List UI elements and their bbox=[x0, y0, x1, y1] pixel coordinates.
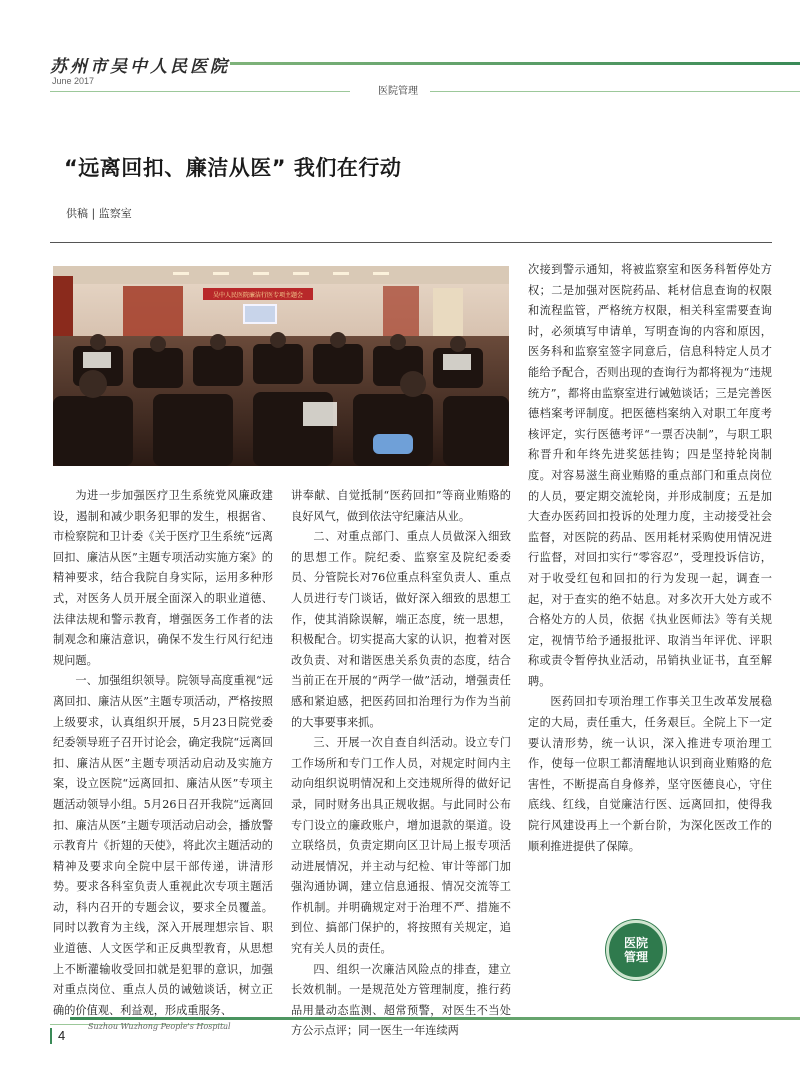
banner-text: 吴中人民医院廉洁行医专项主题会 bbox=[212, 292, 304, 299]
paragraph: 讲奉献、自觉抵制“医药回扣”等商业贿赂的良好风气，做到依法守纪廉洁从业。 bbox=[291, 489, 511, 523]
paragraph: 二、对重点部门、重点人员做深入细致的思想工作。院纪委、监察室及院纪委委员、分管院长对76位重点科室负责人、重点人员进行专门谈话，做好深入细致的思想工作，使其消除误解，端正态度，统一思想，积极配合。切实提高大家的认识，抱着对医改负责、对和谐医患关系负责的态度，结合当前正在开展的“两学一做”活动，增强责任感和紧迫感，把医药回扣治理行为作为当前的大事要事来抓。 bbox=[291, 530, 511, 729]
issue-date: June 2017 bbox=[52, 76, 95, 86]
footer-hospital-name: Suzhou Wuzhong People's Hospital bbox=[88, 1022, 231, 1031]
header-rule-left bbox=[50, 91, 350, 92]
article-byline: 供稿 | 监察室 bbox=[66, 207, 132, 220]
text-column-3 bbox=[528, 260, 772, 857]
section-label: 医院管理 bbox=[378, 86, 418, 97]
paragraph: 四、组织一次廉洁风险点的排查，建立长效机制。一是规范处方管理制度，推行药品用量动态监测、超常预警，对医生不当处方公示点评；同一医生一年连续两 bbox=[291, 962, 511, 1038]
text-column-1 bbox=[53, 486, 273, 1021]
paragraph: 三、开展一次自查自纠活动。设立专门工作场所和专门工作人员，对规定时间内主动向组织说明情况和上交违规所得的做好记录，同时财务出具正规收据。与此同时公布专门设立的廉政账户，增加退款的渠道。设立联络员，负责定期向区卫计局上报专项活动进展情况，并主动与纪检、审计等部门加强沟通协调，建立信息通报、情况交流等工作机制。并明确规定对于治理不严、措施不到位、搞部门保护的，将按照有关规定，追究有关人员的责任。 bbox=[291, 736, 511, 956]
section-badge bbox=[606, 920, 666, 980]
badge-line-2: 管理 bbox=[623, 950, 648, 964]
text-column-2 bbox=[291, 486, 511, 1042]
paragraph: 为进一步加强医疗卫生系统党风廉政建设，遏制和减少职务犯罪的发生，根据省、市检察院和卫计委《关于医疗卫生系统“远离回扣、廉洁从医”主题专项活动实施方案》的精神要求，结合我院自身实际，运用多种形式，对医务人员开展全面深入的职业道德、法律法规和警示教育，增强医务工作者的法制观念和廉洁意识，确保不发生行风行纪违规问题。 bbox=[53, 489, 273, 667]
paragraph: 次接到警示通知，将被监察室和医务科暂停处方权；二是加强对医院药品、耗材信息查询的权限和流程监管，严格统方权限，相关科室需要查询时，必须填写申请单，写明查询的内容和原因，医务科和监察室签字同意后，信息科特定人员才能给予配合，否则出现的查询行为都将视为“违规统方”，都将由监察室进行诫勉谈话；三是完善医德档案考评制度。把医德档案纳入对职工年度考核评定，实行医德考评“一票否决制”，与职工职称晋升和年终先进奖惩挂钩；四是坚持轮岗制度。对容易滋生商业贿赂的重点部门和重点岗位的人员，要定期交流轮岗，并形成制度；五是加大查办医药回扣投诉的处理力度，主动接受社会监督，对医院的药品、医用耗材采购使用情况进行监督，对回扣实行“零容忍”，受理投诉信访，对于收受红包和回扣的行为发现一起，调查一起，对于查实的绝不姑息。对多次开大处方或不合格处方的人员，依据《执业医师法》等有关规定，视情节给予通报批评、取消当年评优、评职称或责令暂停执业活动，吊销执业证书，直至解聘。 bbox=[528, 263, 772, 688]
header-rule-right bbox=[430, 91, 800, 92]
footer-rule bbox=[70, 1017, 800, 1020]
badge-line-1: 医院 bbox=[623, 936, 648, 950]
paragraph: 医药回扣专项治理工作事关卫生改革发展稳定的大局，责任重大，任务艰巨。全院上下一定要认清形势，统一认识，深入推进专项治理工作，使每一位职工都清醒地认识到商业贿赂的危害性，不断提高自身修养，坚守医德良心，守住底线、红线，自觉廉洁行医、远离回扣，使得我院行风建设再上一个新台阶，为深化医改工作的顺利推进提供了保障。 bbox=[528, 695, 772, 853]
hospital-name-logo: 苏州市吴中人民医院 bbox=[50, 57, 230, 77]
paragraph: 一、加强组织领导。院领导高度重视“远离回扣、廉洁从医”主题专项活动，严格按照上级要求，认真组织开展，5月23日院党委纪委领导班子召开讨论会，确定我院“远离回扣、廉洁从医”主题专项活动启动及实施方案，设立医院“远离回扣、廉洁从医”专项主题活动领导小组。5月26日召开我院“远离回扣、廉洁从医”主题专项活动启动会，播放警示教育片《折翅的天使》，将此次主题活动的精神及要求向全院中层干部传递，讲清形势。要求各科室负责人重视此次专项主题活动，科内召开的专题会议，要求全员覆盖。同时以教育为主线，深入开展理想宗旨、职业道德、人文医学和正反典型教育，从思想上不断灌输收受回扣就是犯罪的意识，加强对重点岗位、重点人员的诫勉谈话，树立正确的价值观、利益观，形成重服务、 bbox=[53, 674, 273, 1017]
header-rule-top bbox=[230, 62, 800, 65]
page-number-marker bbox=[50, 1028, 52, 1044]
title-divider bbox=[50, 242, 772, 243]
meeting-photo bbox=[53, 266, 509, 466]
page-number: 4 bbox=[58, 1028, 66, 1043]
article-title: “远离回扣、廉洁从医” 我们在行动 bbox=[64, 156, 402, 180]
